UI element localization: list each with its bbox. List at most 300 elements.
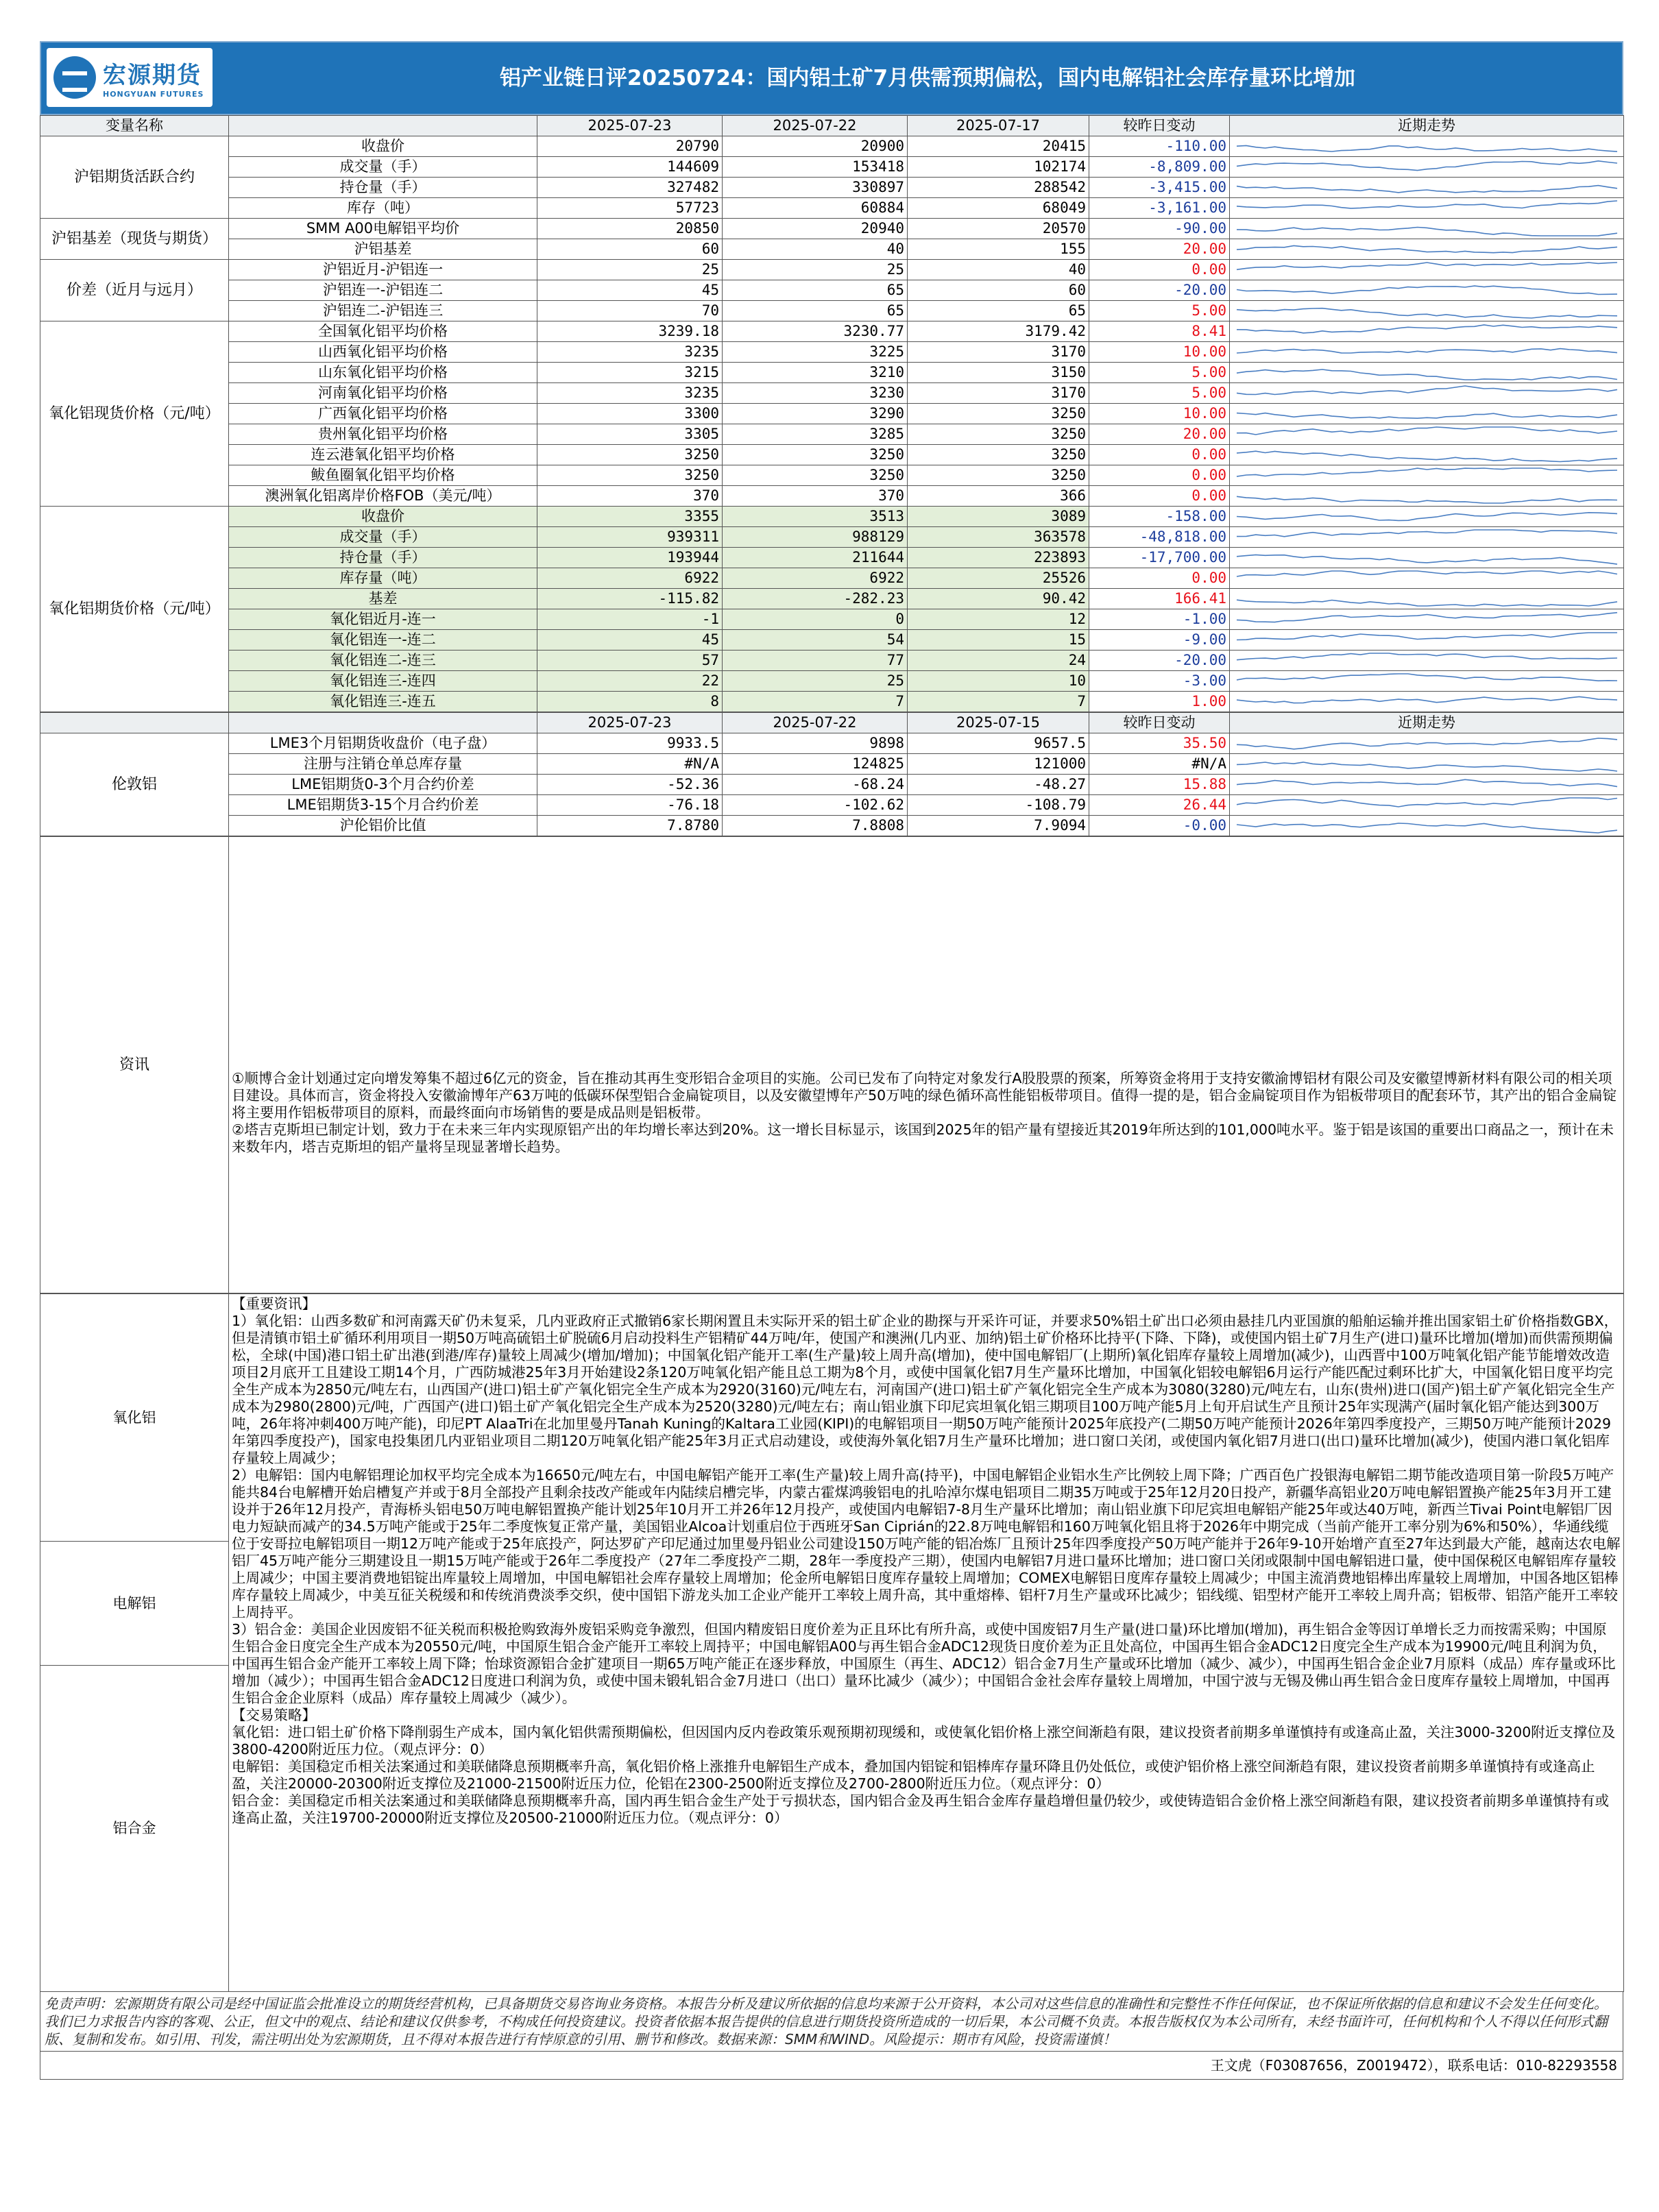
table-row xyxy=(40,280,1624,301)
table-row xyxy=(40,363,1624,383)
column-header: 2025-07-22 xyxy=(723,116,908,136)
info-paragraph: ②塔吉克斯坦已制定计划，致力于在未来三年内实现原铝产出的年均增长率达到20%。这一增长目标显示，该国到2025年的铝产量有望接近其2019年所达到的101,000吨水平。鉴于铝是该国的重要出口商品之一，预计在未来数年内，塔吉克斯坦的铝产量将呈现显著增长趋势。 xyxy=(232,1121,1614,1155)
trend-cell xyxy=(1230,260,1624,280)
trend-sparkline xyxy=(1230,671,1624,691)
value-cell: 153418 xyxy=(723,157,908,178)
report-sheet xyxy=(40,41,1623,2080)
column-header: 变量名称 xyxy=(40,116,229,136)
table-row xyxy=(40,239,1624,260)
table-row xyxy=(40,342,1624,363)
trend-cell xyxy=(1230,404,1624,424)
trend-sparkline xyxy=(1230,424,1624,444)
variable-name: 收盘价 xyxy=(229,507,537,527)
change-cell: -90.00 xyxy=(1089,219,1230,239)
column-header: 2025-07-23 xyxy=(537,116,723,136)
change-cell: 26.44 xyxy=(1089,795,1230,816)
value-cell: 223893 xyxy=(908,548,1089,568)
variable-name: 沪铝连一-沪铝连二 xyxy=(229,280,537,301)
value-cell: 54 xyxy=(723,630,908,651)
value-cell: 370 xyxy=(537,486,723,507)
company-logo xyxy=(47,48,213,107)
trend-cell xyxy=(1230,651,1624,671)
table-row xyxy=(40,219,1624,239)
logo-cn: 宏源期货 xyxy=(103,62,202,89)
aluminum-data-table xyxy=(40,115,1624,712)
value-cell: 3250 xyxy=(723,465,908,486)
change-cell: -3,161.00 xyxy=(1089,198,1230,219)
value-cell: 3215 xyxy=(537,363,723,383)
value-cell: 121000 xyxy=(908,754,1089,775)
trend-cell xyxy=(1230,630,1624,651)
value-cell: 7.9094 xyxy=(908,816,1089,836)
value-cell: 7.8808 xyxy=(723,816,908,836)
strategy-item: 铝合金：美国稳定币相关法案通过和美联储降息预期概率升高，国内再生铝合金生产处于亏损状态，国内铝合金及再生铝合金库存量趋增但量仍较少，或使铸造铝合金价格上涨空间渐趋有限，建议投资者前期多单谨慎持有或逢高止盈，关注19700-20000附近支撑位及20500-21000附近压力位。（观点评分：0） xyxy=(232,1792,1609,1826)
trend-sparkline xyxy=(1230,178,1624,197)
change-cell: 10.00 xyxy=(1089,404,1230,424)
column-header xyxy=(40,713,229,733)
change-cell: 0.00 xyxy=(1089,260,1230,280)
value-cell: -52.36 xyxy=(537,775,723,795)
value-cell: 7 xyxy=(723,692,908,712)
value-cell: 3170 xyxy=(908,383,1089,404)
report-header xyxy=(40,41,1623,115)
value-cell: 330897 xyxy=(723,178,908,198)
strategy-item: 电解铝：美国稳定币相关法案通过和美联储降息预期概率升高，氧化铝价格上涨推升电解铝生产成本，叠加国内铝锭和铝棒库存量环降且仍处低位，或使沪铝价格上涨空间渐趋有限，建议投资者前期多单谨慎持有或逢高止盈，关注20000-20300附近支撑位及21000-21500附近压力位，伦铝在2300-2500附近支撑位及2700-2800附近压力位。（观点评分：0） xyxy=(232,1758,1595,1792)
value-cell: 3250 xyxy=(908,445,1089,465)
change-cell: 15.88 xyxy=(1089,775,1230,795)
change-cell: 1.00 xyxy=(1089,692,1230,712)
trend-sparkline xyxy=(1230,383,1624,403)
value-cell: 40 xyxy=(723,239,908,260)
change-cell: 20.00 xyxy=(1089,424,1230,445)
info-table xyxy=(40,836,1624,1293)
change-cell: -0.00 xyxy=(1089,816,1230,836)
trend-cell xyxy=(1230,671,1624,692)
table-row xyxy=(40,795,1624,816)
variable-name: 库存（吨） xyxy=(229,198,537,219)
trend-sparkline xyxy=(1230,609,1624,629)
value-cell: 8 xyxy=(537,692,723,712)
logo-en: HONGYUAN FUTURES xyxy=(103,90,204,99)
value-cell: -102.62 xyxy=(723,795,908,816)
variable-name: 注册与注销仓单总库存量 xyxy=(229,754,537,775)
variable-name: 贵州氧化铝平均价格 xyxy=(229,424,537,445)
trend-cell xyxy=(1230,198,1624,219)
column-header: 较昨日变动 xyxy=(1089,713,1230,733)
trend-cell xyxy=(1230,692,1624,712)
trend-sparkline xyxy=(1230,795,1624,815)
info-paragraph: ①顺博合金计划通过定向增发筹集不超过6亿元的资金，旨在推动其再生变形铝合金项目的实施。公司已发布了向特定对象发行A股股票的预案，所筹资金将用于支持安徽渝博铝材有限公司及安徽望博新材料有限公司的相关项目建设。具体而言，资金将投入安徽渝博年产63万吨的低碳环保型铝合金扁锭项目，以及安徽望博年产50万吨的绿色循环高性能铝板带项目。值得一提的是，铝合金扁锭项目作为铝板带项目的配套环节，其产出的铝合金扁锭将主要用作铝板带项目的原料，而最终面向市场销售的要是成品则是铝板带。 xyxy=(232,1070,1617,1121)
trend-sparkline xyxy=(1230,301,1624,321)
variable-name: 氧化铝近月-连一 xyxy=(229,609,537,630)
variable-name: 沪铝近月-沪铝连一 xyxy=(229,260,537,280)
change-cell: 0.00 xyxy=(1089,445,1230,465)
change-cell: #N/A xyxy=(1089,754,1230,775)
value-cell: 9898 xyxy=(723,733,908,754)
trend-cell xyxy=(1230,280,1624,301)
change-cell: -1.00 xyxy=(1089,609,1230,630)
trend-sparkline xyxy=(1230,816,1624,836)
table-row xyxy=(40,548,1624,568)
table-row xyxy=(40,404,1624,424)
variable-name: 氧化铝连一-连二 xyxy=(229,630,537,651)
value-cell: 102174 xyxy=(908,157,1089,178)
value-cell: 3250 xyxy=(537,445,723,465)
trend-sparkline xyxy=(1230,445,1624,465)
value-cell: 9657.5 xyxy=(908,733,1089,754)
change-cell: -17,700.00 xyxy=(1089,548,1230,568)
column-header xyxy=(229,713,537,733)
trend-sparkline xyxy=(1230,754,1624,774)
change-cell: -9.00 xyxy=(1089,630,1230,651)
table-row xyxy=(40,321,1624,342)
value-cell: 25 xyxy=(723,671,908,692)
value-cell: 7.8780 xyxy=(537,816,723,836)
analysis-item: 2）电解铝：国内电解铝理论加权平均完全成本为16650元/吨左右，中国电解铝产能开工率(生产量)较上周升高(持平)，中国电解铝企业铝水生产比例较上周下降；广西百色广投银海电解铝二期节能改造项目第一阶段5万吨产能共84台电解槽开始启槽复产并或于8月全部投产且剩余技改产能或年内陆续启槽完毕，内蒙古霍煤鸿骏铝电的扎哈淖尔煤电铝项目二期35万吨或于25年12月20日投产，新疆华高铝业20万吨电解铝置换产能25年3月开工建设并于26年12月投产，青海桥头铝电50万吨电解铝置换产能计划25年10月开工并26年12月投产，或使国内电解铝7-8月生产量环比增加；南山铝业旗下印尼宾坦电解铝产能25年或达40万吨，新西兰Tivai Point电解铝厂因电力短缺而减产的34.5万吨产能或于25年二季度恢复正常产量，美国铝业Alcoa计划重启位于西班牙San Ciprián的22.8万吨电解铝和160万吨氧化铝且将于2026年中期完成（当前产能开工率分别为6%和50%），华通线缆位于安哥拉电解铝项目一期12万吨产能或于25年底投产，阿达罗矿产印尼通过加里曼丹铝业公司建设150万吨产能的铝冶炼厂且预计25年四季度投产50万吨产能并于26年9-10开始增产直至27年达到最大产能，越南达农电解铝厂45万吨产能分三期建设且一期15万吨产能或于26年二季度投产（27年二季度投产二期，28年一季度投产三期），使国内电解铝7月进口量环比增加；进口窗口关闭或限制中国电解铝进口量，使中国保税区电解铝库存量较上周减少；中国主要消费地铝锭出库量较上周增加，中国电解铝社会库存量较上周增加；伦金所电解铝日度库存量较上周增加；COMEX电解铝日度库存量较上周减少；中国主流消费地铝棒出库量较上周增加，中国各地区铝棒库存量较上周减少，中美互征关税缓和和传统消费淡季交织，使中国铝下游龙头加工企业产能开工率较上周升高，其中重熔棒、铝杆7月生产量或环比减少；铝线缆、铝型材产能开工率较上周升高；铝板带、铝箔产能开工率较上周持平。 xyxy=(232,1467,1621,1620)
value-cell: 65 xyxy=(908,301,1089,321)
analysis-categories xyxy=(40,1294,229,1992)
table-row xyxy=(40,383,1624,404)
table-row xyxy=(40,651,1624,671)
variable-name: 持仓量（手） xyxy=(229,178,537,198)
column-header: 近期走势 xyxy=(1230,713,1624,733)
change-cell: 35.50 xyxy=(1089,733,1230,754)
variable-name: LME铝期货3-15个月合约价差 xyxy=(229,795,537,816)
trend-sparkline xyxy=(1230,363,1624,382)
trend-cell xyxy=(1230,568,1624,589)
value-cell: 57723 xyxy=(537,198,723,219)
change-cell: 0.00 xyxy=(1089,465,1230,486)
trend-sparkline xyxy=(1230,630,1624,650)
value-cell: -68.24 xyxy=(723,775,908,795)
value-cell: 3290 xyxy=(723,404,908,424)
trend-cell xyxy=(1230,178,1624,198)
value-cell: 20850 xyxy=(537,219,723,239)
trend-cell xyxy=(1230,219,1624,239)
variable-name: SMM A00电解铝平均价 xyxy=(229,219,537,239)
table-row xyxy=(40,816,1624,836)
value-cell: 193944 xyxy=(537,548,723,568)
variable-name: 鲅鱼圈氧化铝平均价格 xyxy=(229,465,537,486)
change-cell: 0.00 xyxy=(1089,486,1230,507)
value-cell: 12 xyxy=(908,609,1089,630)
value-cell: 988129 xyxy=(723,527,908,548)
change-cell: 5.00 xyxy=(1089,301,1230,321)
change-cell: -110.00 xyxy=(1089,136,1230,157)
value-cell: 25 xyxy=(723,260,908,280)
value-cell: 77 xyxy=(723,651,908,671)
trend-cell xyxy=(1230,733,1624,754)
value-cell: -76.18 xyxy=(537,795,723,816)
variable-name: 氧化铝连三-连五 xyxy=(229,692,537,712)
strategy-item: 氧化铝：进口铝土矿价格下降削弱生产成本，国内氧化铝供需预期偏松，但因国内反内卷政策乐观预期初现缓和，或使氧化铝价格上涨空间渐趋有限，建议投资者前期多单谨慎持有或逢高止盈，关注3000-3200附近支撑位及3800-4200附近压力位。（观点评分：0） xyxy=(232,1724,1616,1758)
variable-name: LME3个月铝期货收盘价（电子盘） xyxy=(229,733,537,754)
value-cell: 25 xyxy=(537,260,723,280)
value-cell: 366 xyxy=(908,486,1089,507)
value-cell: 3300 xyxy=(537,404,723,424)
change-cell: -3.00 xyxy=(1089,671,1230,692)
change-cell: -158.00 xyxy=(1089,507,1230,527)
value-cell: 3230.77 xyxy=(723,321,908,342)
value-cell: 20790 xyxy=(537,136,723,157)
info-content xyxy=(229,837,1624,1293)
table-row xyxy=(40,178,1624,198)
table-row xyxy=(40,568,1624,589)
change-cell: -3,415.00 xyxy=(1089,178,1230,198)
category-aluminum-alloy: 铝合金 xyxy=(112,1820,156,1836)
value-cell: 9933.5 xyxy=(537,733,723,754)
value-cell: 57 xyxy=(537,651,723,671)
variable-name: LME铝期货0-3个月合约价差 xyxy=(229,775,537,795)
table-row xyxy=(40,301,1624,321)
table-row xyxy=(40,589,1624,609)
table-row xyxy=(40,445,1624,465)
trend-cell xyxy=(1230,589,1624,609)
lme-data-table xyxy=(40,712,1624,836)
value-cell: 3250 xyxy=(537,465,723,486)
value-cell: 3235 xyxy=(537,383,723,404)
trend-cell xyxy=(1230,507,1624,527)
trend-sparkline xyxy=(1230,321,1624,341)
column-header: 较昨日变动 xyxy=(1089,116,1230,136)
variable-name: 沪铝连二-沪铝连三 xyxy=(229,301,537,321)
table-row xyxy=(40,198,1624,219)
trend-sparkline xyxy=(1230,589,1624,609)
column-header: 2025-07-15 xyxy=(908,713,1089,733)
value-cell: 363578 xyxy=(908,527,1089,548)
logo-mark-icon xyxy=(53,56,96,99)
change-cell: 166.41 xyxy=(1089,589,1230,609)
trend-sparkline xyxy=(1230,198,1624,218)
trend-cell xyxy=(1230,445,1624,465)
variable-name: 成交量（手） xyxy=(229,157,537,178)
table-header-row xyxy=(40,116,1624,136)
table-row xyxy=(40,260,1624,280)
trend-sparkline xyxy=(1230,568,1624,588)
variable-name: 沪铝基差 xyxy=(229,239,537,260)
trend-sparkline xyxy=(1230,280,1624,300)
variable-name: 氧化铝连二-连三 xyxy=(229,651,537,671)
analysis-item: 1）氧化铝：山西多数矿和河南露天矿仍未复采，几内亚政府正式撤销6家长期闲置且未实际开采的铝土矿企业的勘探与开采许可证，并要求50%铝土矿出口必须由悬挂几内亚国旗的船舶运输并推出国家铝土矿价格指数GBX，但是清镇市铝土矿循环利用项目一期50万吨高硫铝土矿脱硫6月启动投料生产铝精矿44万吨/年，使国产和澳洲(几内亚、加纳)铝土矿价格环比持平(下降、下降)，或使国内铝土矿7月生产(进口)量环比增加(增加)而供需预期偏松，全球(中国)港口铝土矿出港(到港/库存)量较上周减少(增加/增加)；中国氧化铝产能开工率(生产量)较上周升高(增加)，使中国电解铝厂(上期所)氧化铝库存量较上周增加(减少)，山西晋中100万吨氧化铝产能节能增效改造项目2月底开工且建设工期14个月，广西防城港25年3月开始建设2条120万吨氧化铝产能且总工期为8个月，或使中国氧化铝7月生产量环比增加，中国氧化铝较电解铝6月运行产能匹配过剩环比扩大，中国氧化铝日度平均完全生产成本为2850元/吨左右，山西国产(进口)铝土矿产氧化铝完全生产成本为2920(3160)元/吨左右，河南国产(进口)铝土矿产氧化铝完全生产成本为3080(3280)元/吨左右，山东(贵州)进口(国产)铝土矿产氧化铝完全生产成本为2980(2800)元/吨，广西国产(进口)铝土矿产氧化铝完全生产成本为2520(3280)元/吨左右；南山铝业旗下印尼宾坦氧化铝三期项目100万吨产能5月上旬开启试生产且预计25年实现满产(届时氧化铝产能达到300万吨，26年将冲刺400万吨产能)，印尼PT AlaaTri在北加里曼丹Tanah Kuning的Kaltara工业园(KIPI)的电解铝项目一期50万吨产能预计2025年底投产(二期50万吨产能预计2026年第四季度投产，三期50万吨产能预计2029年第四季度投产)，国家电投集团几内亚铝业项目二期120万吨氧化铝产能25年3月正式启动建设，或使海外氧化铝7月生产量环比增加；进口窗口关闭，或使国内氧化铝7月进口(出口)量环比增加(减少)，使国内港口氧化铝库存量较上周减少； xyxy=(232,1313,1619,1466)
variable-name: 沪伦铝价比值 xyxy=(229,816,537,836)
change-cell: 20.00 xyxy=(1089,239,1230,260)
value-cell: 3355 xyxy=(537,507,723,527)
trend-cell xyxy=(1230,795,1624,816)
variable-name: 收盘价 xyxy=(229,136,537,157)
trend-sparkline xyxy=(1230,219,1624,239)
value-cell: 144609 xyxy=(537,157,723,178)
info-category: 资讯 xyxy=(40,837,229,1293)
column-header: 2025-07-23 xyxy=(537,713,723,733)
value-cell: 3239.18 xyxy=(537,321,723,342)
value-cell: 45 xyxy=(537,280,723,301)
trend-cell xyxy=(1230,754,1624,775)
variable-name: 成交量（手） xyxy=(229,527,537,548)
value-cell: 3170 xyxy=(908,342,1089,363)
variable-name: 河南氧化铝平均价格 xyxy=(229,383,537,404)
trend-cell xyxy=(1230,321,1624,342)
value-cell: 20940 xyxy=(723,219,908,239)
value-cell: 15 xyxy=(908,630,1089,651)
analysis-content xyxy=(229,1294,1624,1992)
trend-sparkline xyxy=(1230,775,1624,794)
value-cell: 20415 xyxy=(908,136,1089,157)
value-cell: 3513 xyxy=(723,507,908,527)
disclaimer: 免责声明：宏源期货有限公司是经中国证监会批准设立的期货经营机构，已具备期货交易咨询业务资格。本报告分析及建议所依据的信息均来源于公开资料，本公司对这些信息的准确性和完整性不作任何保证，也不保证所依据的信息和建议不会发生任何变化。我们已力求报告内容的客观、公正，但文中的观点、结论和建议仅供参考，不构成任何投资建议。投资者依据本报告提供的信息进行期货投资所造成的一切后果，本公司概不负责。本报告版权仅为本公司所有，未经书面许可，任何机构和个人不得以任何形式翻版、复制和发布。如引用、刊发，需注明出处为宏源期货，且不得对本报告进行有悖原意的引用、删节和修改。数据来源：SMM和WIND。风险提示：期市有风险，投资需谨慎！ xyxy=(40,1992,1623,2052)
category-alumina: 氧化铝 xyxy=(40,1294,228,1542)
table-row xyxy=(40,465,1624,486)
table-row xyxy=(40,754,1624,775)
trend-sparkline xyxy=(1230,733,1624,753)
trend-sparkline xyxy=(1230,404,1624,424)
value-cell: 211644 xyxy=(723,548,908,568)
variable-name: 山东氧化铝平均价格 xyxy=(229,363,537,383)
variable-name: 山西氧化铝平均价格 xyxy=(229,342,537,363)
analysis-item: 3）铝合金：美国企业因废铝不征关税而积极抢购致海外废铝采购竞争激烈，但国内精废铝日度价差为正且环比有所升高，或使中国废铝7月生产量(进口量)环比增加(增加)，再生铝合金等因订单增长乏力而按需采购；中国原生铝合金日度完全生产成本为20550元/吨，中国原生铝合金产能开工率较上周持平；中国电解铝A00与再生铝合金ADC12现货日度价差为正且处高位，中国再生铝合金ADC12日度完全生产成本为19900元/吨且利润为负，中国再生铝合金产能开工率较上周下降；怡球资源铝合金扩建项目一期65万吨产能正在逐步释放，中国原生（再生、ADC12）铝合金7月生产量或环比增加（减少、减少），中国再生铝合金企业7月原料（成品）库存量或环比增加（减少）；中国再生铝合金ADC12日度进口利润为负，或使中国未锻轧铝合金7月进口（出口）量环比减少（减少）；中国铝合金社会库存量较上周增加，中国宁波与无锡及佛山再生铝合金日度库存量较上周增加，中国再生铝合金企业原料（成品）库存量较上周减少（减少）。 xyxy=(232,1621,1616,1706)
value-cell: 124825 xyxy=(723,754,908,775)
variable-name: 氧化铝连三-连四 xyxy=(229,671,537,692)
value-cell: 3179.42 xyxy=(908,321,1089,342)
value-cell: 24 xyxy=(908,651,1089,671)
value-cell: 68049 xyxy=(908,198,1089,219)
table-row xyxy=(40,486,1624,507)
table-row xyxy=(40,424,1624,445)
value-cell: -282.23 xyxy=(723,589,908,609)
table-row xyxy=(40,527,1624,548)
trend-sparkline xyxy=(1230,507,1624,526)
value-cell: 3225 xyxy=(723,342,908,363)
trend-sparkline xyxy=(1230,692,1624,712)
value-cell: 40 xyxy=(908,260,1089,280)
value-cell: 370 xyxy=(723,486,908,507)
variable-name: 持仓量（手） xyxy=(229,548,537,568)
trend-sparkline xyxy=(1230,527,1624,547)
row-category: 价差（近月与远月） xyxy=(40,260,229,321)
trend-cell xyxy=(1230,424,1624,445)
value-cell: 25526 xyxy=(908,568,1089,589)
trend-cell xyxy=(1230,157,1624,178)
value-cell: -115.82 xyxy=(537,589,723,609)
trend-sparkline xyxy=(1230,651,1624,670)
row-category: 氧化铝现货价格（元/吨） xyxy=(40,321,229,507)
column-header: 2025-07-22 xyxy=(723,713,908,733)
trend-cell xyxy=(1230,342,1624,363)
trend-sparkline xyxy=(1230,342,1624,362)
value-cell: 60884 xyxy=(723,198,908,219)
value-cell: 90.42 xyxy=(908,589,1089,609)
value-cell: 7 xyxy=(908,692,1089,712)
value-cell: 45 xyxy=(537,630,723,651)
variable-name: 澳洲氧化铝离岸价格FOB（美元/吨） xyxy=(229,486,537,507)
value-cell: 288542 xyxy=(908,178,1089,198)
value-cell: 939311 xyxy=(537,527,723,548)
value-cell: 155 xyxy=(908,239,1089,260)
value-cell: 3285 xyxy=(723,424,908,445)
variable-name: 全国氧化铝平均价格 xyxy=(229,321,537,342)
value-cell: -1 xyxy=(537,609,723,630)
trend-cell xyxy=(1230,527,1624,548)
change-cell: 5.00 xyxy=(1089,383,1230,404)
column-header: 2025-07-17 xyxy=(908,116,1089,136)
change-cell: -20.00 xyxy=(1089,280,1230,301)
change-cell: -8,809.00 xyxy=(1089,157,1230,178)
table-row xyxy=(40,692,1624,712)
trend-cell xyxy=(1230,239,1624,260)
change-cell: 8.41 xyxy=(1089,321,1230,342)
trend-sparkline xyxy=(1230,136,1624,156)
table-row xyxy=(40,136,1624,157)
trend-cell xyxy=(1230,486,1624,507)
category-electrolytic-aluminum: 电解铝 xyxy=(40,1542,228,1666)
table-row xyxy=(40,671,1624,692)
row-category: 氧化铝期货价格（元/吨） xyxy=(40,507,229,712)
variable-name: 库存量（吨） xyxy=(229,568,537,589)
change-cell: 0.00 xyxy=(1089,568,1230,589)
analysis-table xyxy=(40,1293,1624,1992)
value-cell: 3210 xyxy=(723,363,908,383)
trend-cell xyxy=(1230,136,1624,157)
trend-cell xyxy=(1230,609,1624,630)
column-header xyxy=(229,116,537,136)
value-cell: 3305 xyxy=(537,424,723,445)
value-cell: 6922 xyxy=(723,568,908,589)
column-header: 近期走势 xyxy=(1230,116,1624,136)
value-cell: 3250 xyxy=(908,404,1089,424)
value-cell: 3230 xyxy=(723,383,908,404)
value-cell: 60 xyxy=(537,239,723,260)
variable-name: 基差 xyxy=(229,589,537,609)
value-cell: -108.79 xyxy=(908,795,1089,816)
trend-cell xyxy=(1230,383,1624,404)
row-category: 沪铝基差（现货与期货） xyxy=(40,219,229,260)
value-cell: 70 xyxy=(537,301,723,321)
value-cell: 22 xyxy=(537,671,723,692)
value-cell: 3150 xyxy=(908,363,1089,383)
analysis-heading: 【重要资讯】 xyxy=(232,1296,316,1312)
trend-cell xyxy=(1230,775,1624,795)
value-cell: 20570 xyxy=(908,219,1089,239)
strategy-heading: 【交易策略】 xyxy=(232,1707,316,1723)
trend-cell xyxy=(1230,465,1624,486)
change-cell: 5.00 xyxy=(1089,363,1230,383)
trend-cell xyxy=(1230,363,1624,383)
value-cell: 3250 xyxy=(908,465,1089,486)
value-cell: 327482 xyxy=(537,178,723,198)
trend-sparkline xyxy=(1230,157,1624,177)
trend-sparkline xyxy=(1230,260,1624,280)
value-cell: -48.27 xyxy=(908,775,1089,795)
value-cell: 3089 xyxy=(908,507,1089,527)
value-cell: 65 xyxy=(723,280,908,301)
change-cell: -48,818.00 xyxy=(1089,527,1230,548)
table-row xyxy=(40,609,1624,630)
trend-sparkline xyxy=(1230,465,1624,485)
row-category: 伦敦铝 xyxy=(40,733,229,836)
value-cell: 0 xyxy=(723,609,908,630)
variable-name: 广西氧化铝平均价格 xyxy=(229,404,537,424)
trend-cell xyxy=(1230,301,1624,321)
value-cell: 10 xyxy=(908,671,1089,692)
value-cell: 6922 xyxy=(537,568,723,589)
table-row xyxy=(40,775,1624,795)
table-row xyxy=(40,157,1624,178)
value-cell: 3250 xyxy=(908,424,1089,445)
value-cell: 3250 xyxy=(723,445,908,465)
value-cell: #N/A xyxy=(537,754,723,775)
trend-sparkline xyxy=(1230,239,1624,259)
table-header-row xyxy=(40,713,1624,733)
change-cell: -20.00 xyxy=(1089,651,1230,671)
